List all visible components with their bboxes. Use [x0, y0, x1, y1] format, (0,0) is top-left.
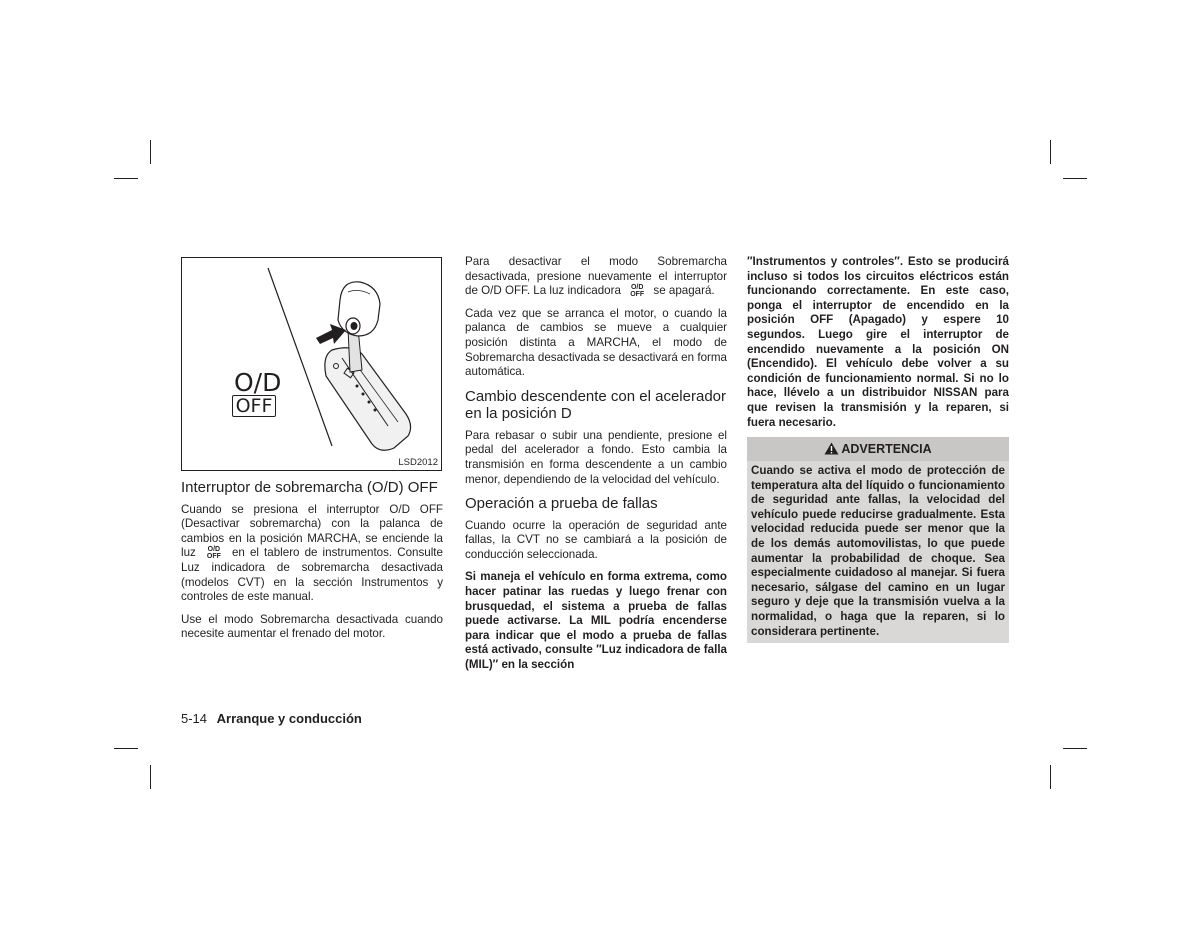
crop-mark [1063, 748, 1087, 749]
page-number: 5-14 [181, 711, 208, 726]
od-off-indicator-icon: O/D OFF [206, 546, 221, 561]
column-3 [747, 255, 1009, 438]
warning-box [747, 437, 1009, 643]
column-1 [181, 479, 443, 650]
section-heading-failsafe: Operación a prueba de fallas [465, 495, 658, 513]
page-footer [181, 711, 362, 727]
figure-code: LSD2012 [398, 457, 438, 468]
crop-mark [1050, 765, 1051, 789]
crop-mark [150, 140, 151, 164]
column-2 [465, 255, 727, 681]
warning-header [747, 437, 1009, 461]
crop-mark [114, 748, 138, 749]
paragraph: Cuando se presiona el interruptor O/D OFF (Desactivar sobremarcha) con la palanca de cambios en la posición MARCHA, se enciende la luz O/D OFF en el tablero de instrumentos. Consulte Luz indicadora de sobremarcha desactivada (modelos CVT) en la sección Instrumentos y controles de este manual. [181, 502, 443, 604]
crop-mark [114, 178, 138, 179]
crop-mark [1050, 140, 1051, 164]
warning-text: Cuando se activa el modo de protección de temperatura alta del líquido o funcionamiento de seguridad ante fallas, la velocidad del vehículo puede reducirse gradualmente. Esta velocidad reducida puede ser menor que la de los demás automovilistas, lo que puede aumentar la probabilidad de choque. Sea especialmente cuidadoso al manejar. Si fuera necesario, sálgase del camino en un lugar seguro y deje que la transmisión vuelva a la normalidad, o haga que la reparen, si lo considerara pertinente. [751, 464, 1005, 638]
paragraph: ″Instrumentos y controles″. Esto se producirá incluso si todos los circuitos eléctricos están funcionando correctamente. En este caso, ponga el interruptor de encendido en la posición OFF (Apagado) y espere 10 segundos. Luego gire el interruptor de encendido nuevamente a la posición ON (Encendido). El vehículo debe volver a su condición de funcionamiento normal. Si no lo hace, llévelo a un distribuidor NISSAN para que revisen la transmisión y la reparen, si fuera necesario. [747, 255, 1009, 429]
crop-mark [1063, 178, 1087, 179]
section-heading-od-off: Interruptor de sobremarcha (O/D) OFF [181, 479, 438, 496]
paragraph: Para rebasar o subir una pendiente, presione el pedal del acelerador a fondo. Esto cambia la transmisión en forma descendente a un cambio menor, dependiendo de la velocidad del vehículo. [465, 428, 727, 486]
section-heading-downshift: Cambio descendente con el acelerador en la posición D [465, 387, 726, 423]
shifter-figure [181, 257, 442, 471]
section-title: Arranque y conducción [216, 711, 362, 726]
warning-title: ADVERTENCIA [841, 442, 932, 456]
gear-shifter-illustration [182, 258, 441, 470]
od-off-indicator-icon: O/D OFF [630, 284, 645, 299]
od-label: O/D [234, 368, 282, 397]
paragraph: Cuando ocurre la operación de seguridad ante fallas, la CVT no se cambiará a la posición de conducción seleccionada. [465, 518, 727, 561]
off-label: OFF [232, 395, 276, 417]
warning-triangle-icon [824, 442, 839, 455]
paragraph: Para desactivar el modo Sobremarcha desactivada, presione nuevamente el interruptor de O/D OFF. La luz indicadora O/D OFF se apagará. [465, 255, 727, 299]
paragraph: Si maneja el vehículo en forma extrema, como hacer patinar las ruedas y luego frenar con brusquedad, el sistema a prueba de fallas puede activarse. La MIL podría encenderse para indicar que el modo a prueba de fallas está activado, consulte ″Luz indicadora de falla (MIL)″ en la sección [465, 570, 727, 672]
paragraph: Use el modo Sobremarcha desactivada cuando necesite aumentar el frenado del motor. [181, 612, 443, 641]
crop-mark [150, 765, 151, 789]
paragraph: Cada vez que se arranca el motor, o cuando la palanca de cambios se mueve a cualquier posición distinta a MARCHA, el modo de Sobremarcha desactivada se desactivará en forma automática. [465, 306, 727, 379]
